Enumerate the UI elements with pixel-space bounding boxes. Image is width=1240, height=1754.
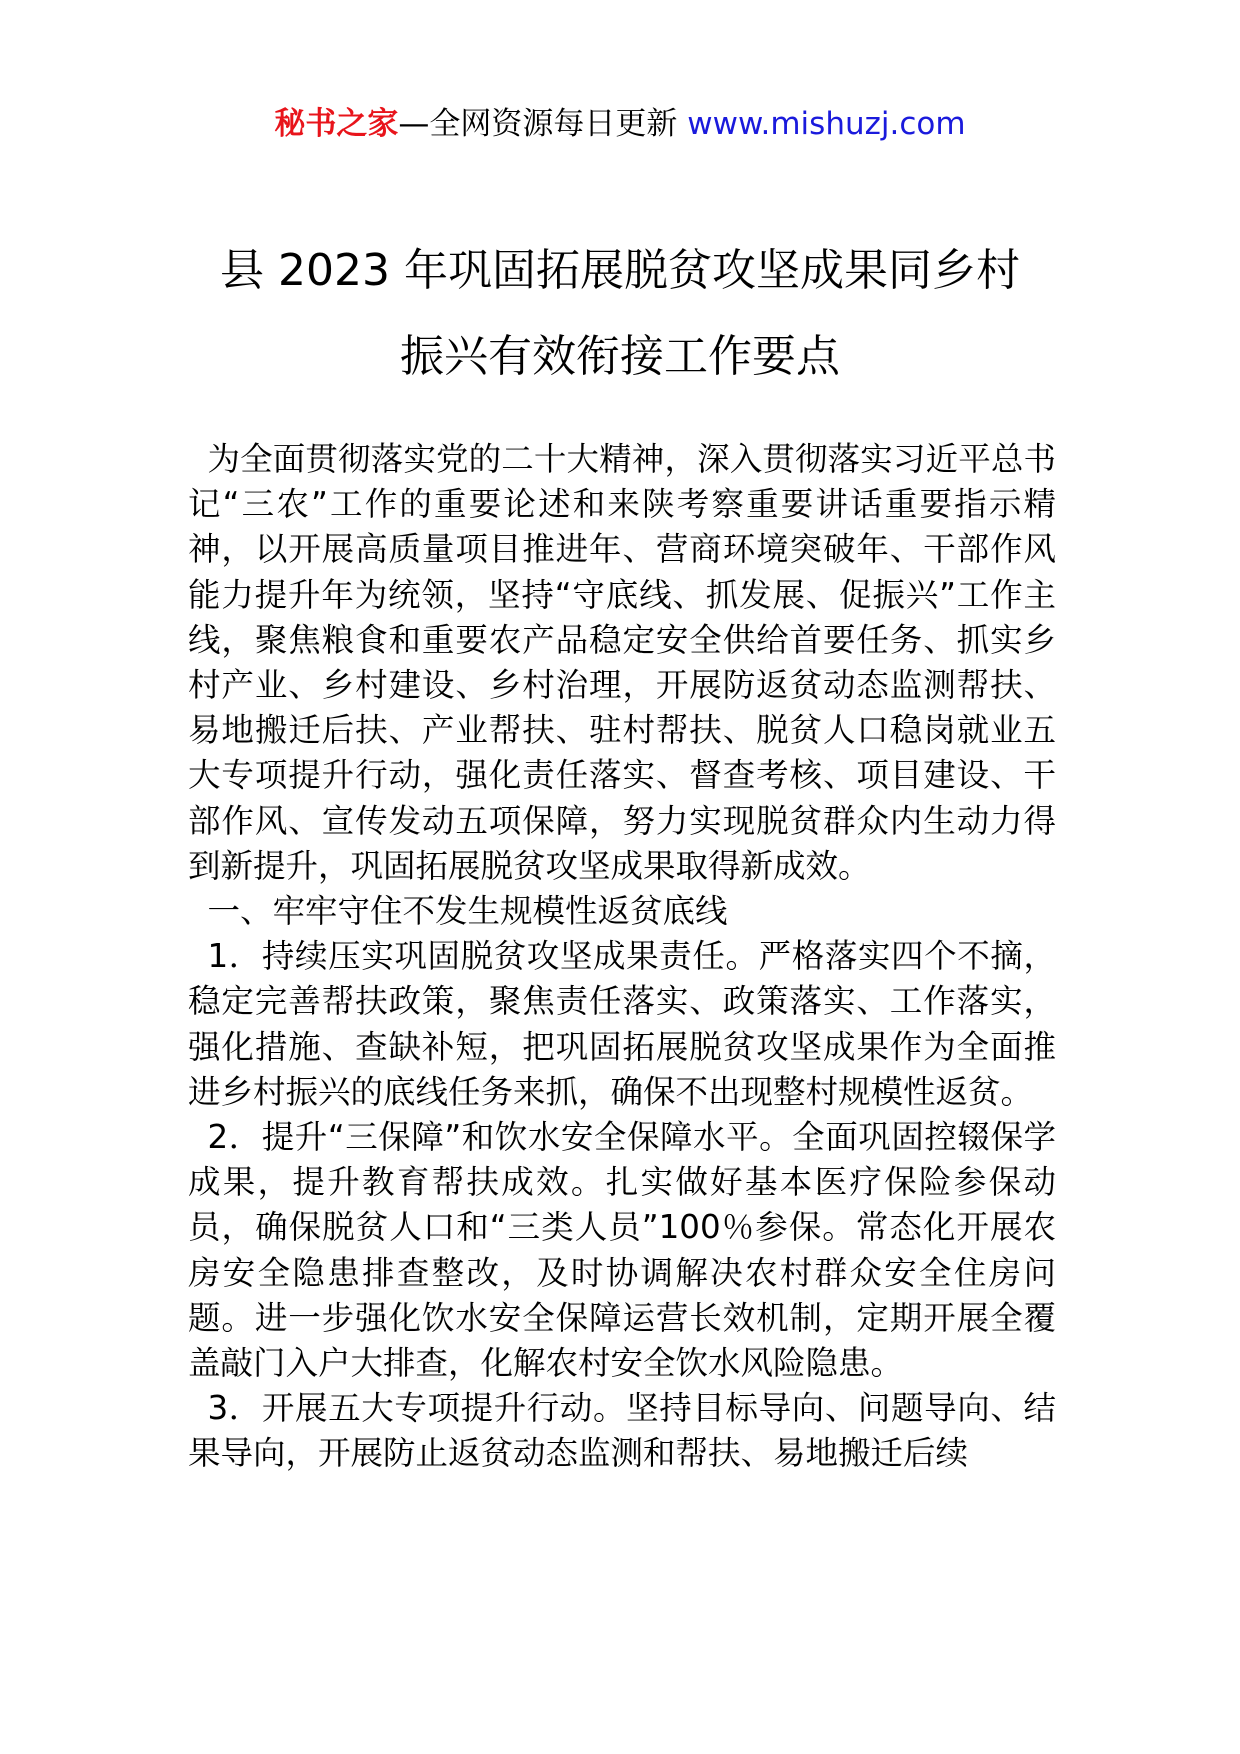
site-url-link[interactable]: www.mishuzj.com (687, 106, 966, 142)
brand-name: 秘书之家 (274, 106, 399, 142)
section-heading: 一、牢牢守住不发生规模性返贫底线 (207, 892, 728, 931)
banner-tagline: —全网资源每日更新 (398, 106, 678, 142)
list-item-1: 1．持续压实巩固脱贫攻坚成果责任。严格落实四个不摘，稳定完善帮扶政策，聚焦责任落实、政策落实、工作落实，强化措施、查缺补短，把巩固拓展脱贫攻坚成果作为全面推进乡村振兴的底线任务来抓，确保不出现整村规模性返贫。 (188, 937, 1056, 1111)
intro-paragraph: 为全面贯彻落实党的二十大精神，深入贯彻落实习近平总书记“三农”工作的重要论述和来陕考察重要讲话重要指示精神，以开展高质量项目推进年、营商环境突破年、干部作风能力提升年为统领，坚持“守底线、抓发展、促振兴”工作主线，聚焦粮食和重要农产品稳定安全供给首要任务、抓实乡村产业、乡村建设、乡村治理，开展防返贫动态监测帮扶、易地搬迁后扶、产业帮扶、驻村帮扶、脱贫人口稳岗就业五大专项提升行动，强化责任落实、督查考核、项目建设、干部作风、宣传发动五项保障，努力实现脱贫群众内生动力得到新提升，巩固拓展脱贫攻坚成果取得新成效。 (188, 440, 1056, 885)
site-banner (0, 100, 1240, 148)
list-item-3: 3．开展五大专项提升行动。坚持目标导向、问题导向、结果导向，开展防止返贫动态监测和帮扶、易地搬迁后续 (188, 1389, 1056, 1473)
document-title (150, 228, 1090, 400)
title-line-1: 县 2023 年巩固拓展脱贫攻坚成果同乡村 (220, 245, 1020, 296)
title-line-2: 振兴有效衔接工作要点 (400, 331, 840, 382)
list-item-2: 2．提升“三保障”和饮水安全保障水平。全面巩固控辍保学成果，提升教育帮扶成效。扎实做好基本医疗保险参保动员，确保脱贫人口和“三类人员”100％参保。常态化开展农房安全隐患排查整改，及时协调解决农村群众安全住房问题。进一步强化饮水安全保障运营长效机制，定期开展全覆盖敲门入户大排查，化解农村安全饮水风险隐患。 (188, 1118, 1056, 1383)
document-body (188, 437, 1056, 1477)
